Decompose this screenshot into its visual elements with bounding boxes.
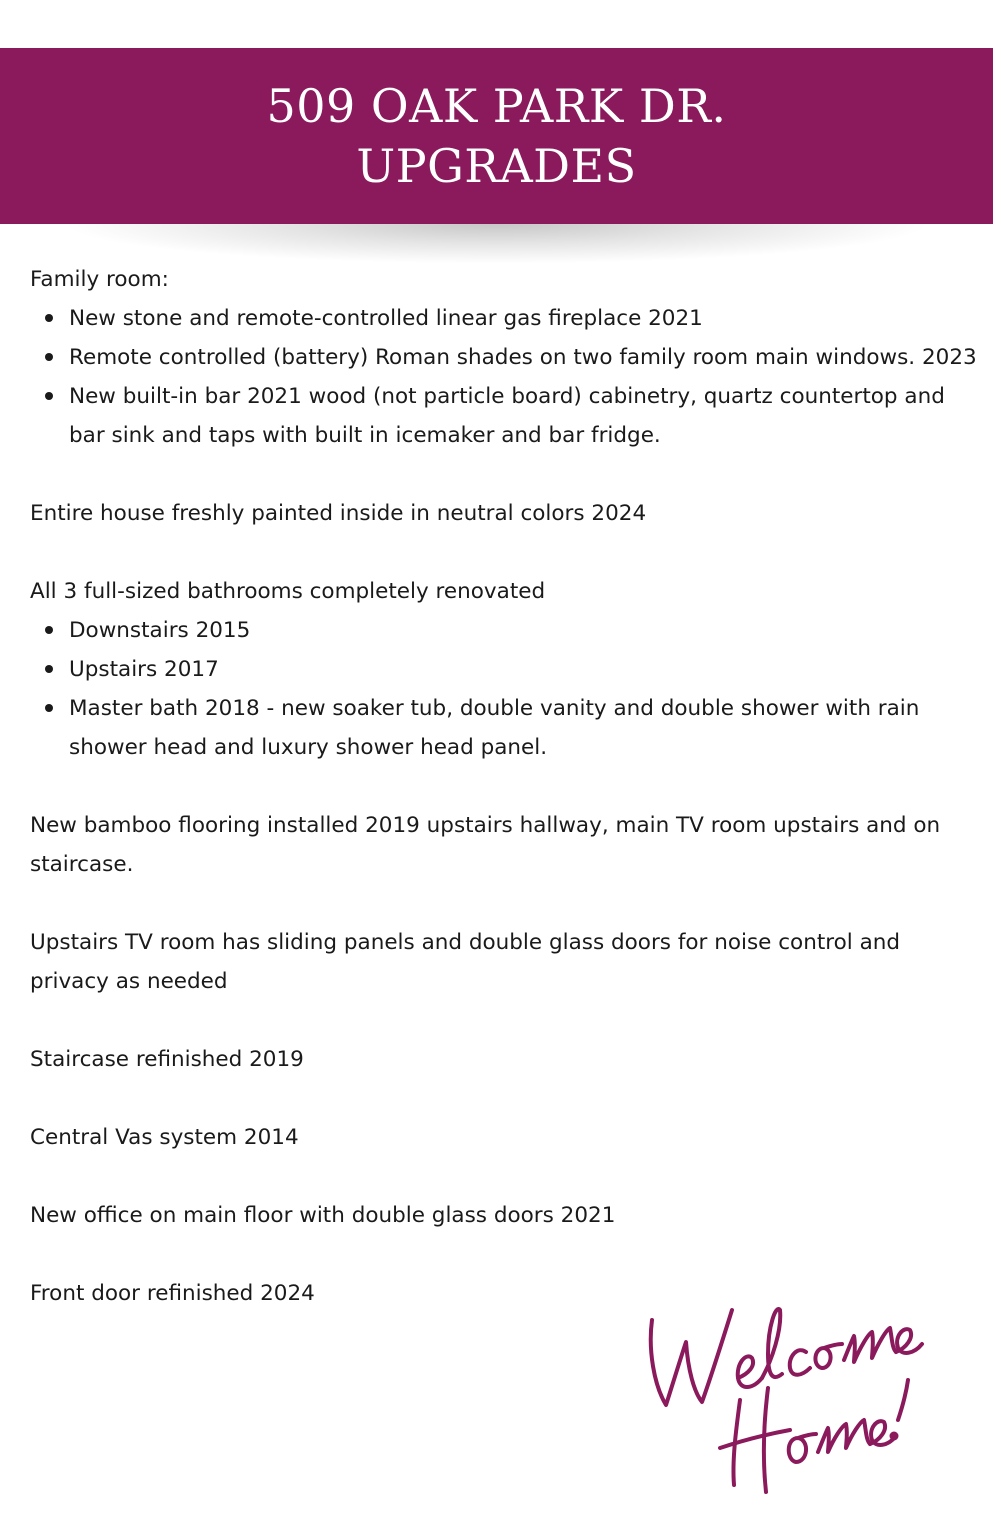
family-room-list <box>30 299 985 455</box>
bathrooms-list <box>30 611 985 767</box>
bathrooms-heading: All 3 full-sized bathrooms completely renovated <box>30 579 546 604</box>
tv-room-note: Upstairs TV room has sliding panels and double glass doors for noise control and privacy as needed <box>30 930 901 994</box>
central-vac-note: Central Vas system 2014 <box>30 1125 299 1150</box>
bamboo-flooring-note: New bamboo flooring installed 2019 upstairs hallway, main TV room upstairs and on staircase. <box>30 813 941 877</box>
list-item: Remote controlled (battery) Roman shades on two family room main windows. 2023 <box>69 338 985 377</box>
banner-shadow <box>60 224 933 264</box>
list-item: New built-in bar 2021 wood (not particle board) cabinetry, quartz countertop and bar sink and taps with built in icemaker and bar fridge. <box>69 377 985 455</box>
upgrades-list <box>30 260 985 1352</box>
page-title-line-1: 509 OAK PARK DR. <box>266 79 727 133</box>
page-title-line-2: UPGRADES <box>356 139 637 193</box>
list-item: Master bath 2018 - new soaker tub, double vanity and double shower with rain shower head and luxury shower head panel. <box>69 689 985 767</box>
office-note: New office on main floor with double glass doors 2021 <box>30 1203 616 1228</box>
title-banner <box>0 48 993 224</box>
painting-note: Entire house freshly painted inside in neutral colors 2024 <box>30 501 647 526</box>
list-item: New stone and remote-controlled linear gas fireplace 2021 <box>69 299 985 338</box>
list-item: Upstairs 2017 <box>69 650 985 689</box>
list-item: Downstairs 2015 <box>69 611 985 650</box>
front-door-note: Front door refinished 2024 <box>30 1281 315 1306</box>
staircase-note: Staircase refinished 2019 <box>30 1047 304 1072</box>
family-room-heading: Family room: <box>30 267 169 292</box>
welcome-home-signature <box>640 1270 940 1510</box>
